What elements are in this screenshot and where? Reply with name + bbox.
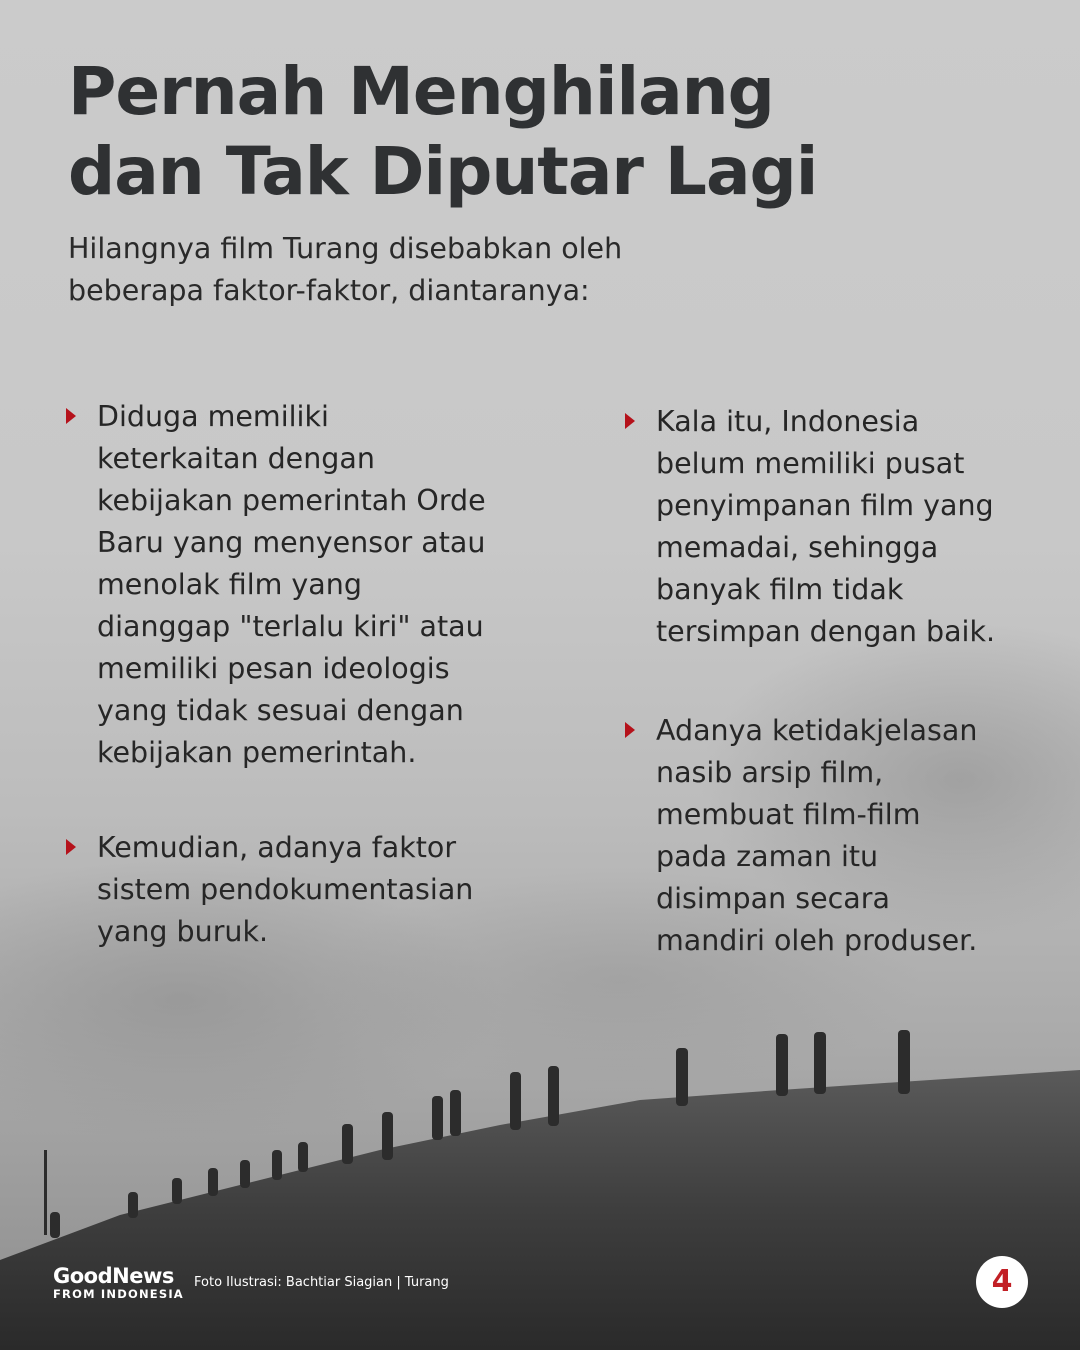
bullet-line: belum memiliki pusat xyxy=(656,447,965,480)
bullet-line: Adanya ketidakjelasan xyxy=(656,714,978,747)
goodnews-logo xyxy=(53,1265,184,1301)
bullet-line: nasib arsip film, xyxy=(656,756,884,789)
page-title xyxy=(68,52,1008,212)
bullet-line: kebijakan pemerintah Orde xyxy=(97,484,486,517)
bullet-line: Baru yang menyensor atau xyxy=(97,526,486,559)
bullet-line: Diduga memiliki xyxy=(97,400,329,433)
page-number-badge: 4 xyxy=(976,1256,1028,1308)
bullet-line: Kala itu, Indonesia xyxy=(656,405,920,438)
logo-brand: GoodNews xyxy=(53,1264,174,1288)
bullet-text xyxy=(656,710,977,962)
bullet-line: yang buruk. xyxy=(97,915,269,948)
bullet-line: memiliki pesan ideologis xyxy=(97,652,450,685)
bullet-text xyxy=(97,396,486,774)
triangle-right-icon xyxy=(66,839,76,855)
bullet-line: pada zaman itu xyxy=(656,840,879,873)
bullet-line: memadai, sehingga xyxy=(656,531,939,564)
bullet-line: sistem pendokumentasian xyxy=(97,873,474,906)
bullet-line: menolak film yang xyxy=(97,568,362,601)
bullet-item-3 xyxy=(656,401,995,653)
title-line-2: dan Tak Diputar Lagi xyxy=(68,133,818,210)
intro-text xyxy=(68,228,768,312)
intro-line-2: beberapa faktor-faktor, diantaranya: xyxy=(68,274,590,307)
bullet-line: Kemudian, adanya faktor xyxy=(97,831,457,864)
bullet-line: mandiri oleh produser. xyxy=(656,924,978,957)
bullet-item-4 xyxy=(656,710,977,962)
bullet-item-1 xyxy=(97,396,486,774)
bullet-line: penyimpanan film yang xyxy=(656,489,994,522)
logo-subtitle: FROM INDONESIA xyxy=(53,1287,184,1301)
bullet-text xyxy=(97,827,473,953)
bullet-line: disimpan secara xyxy=(656,882,890,915)
title-line-1: Pernah Menghilang xyxy=(68,53,774,130)
bullet-line: dianggap "terlalu kiri" atau xyxy=(97,610,484,643)
bullet-line: banyak film tidak xyxy=(656,573,904,606)
photo-credit: Foto Ilustrasi: Bachtiar Siagian | Turang xyxy=(194,1275,449,1290)
intro-line-1: Hilangnya film Turang disebabkan oleh xyxy=(68,232,623,265)
bullet-item-2 xyxy=(97,827,473,953)
bullet-line: kebijakan pemerintah. xyxy=(97,736,417,769)
bullet-line: membuat film-film xyxy=(656,798,921,831)
bullet-line: keterkaitan dengan xyxy=(97,442,375,475)
triangle-right-icon xyxy=(66,408,76,424)
bullet-text xyxy=(656,401,995,653)
bullet-line: tersimpan dengan baik. xyxy=(656,615,996,648)
triangle-right-icon xyxy=(625,722,635,738)
triangle-right-icon xyxy=(625,413,635,429)
bullet-line: yang tidak sesuai dengan xyxy=(97,694,464,727)
